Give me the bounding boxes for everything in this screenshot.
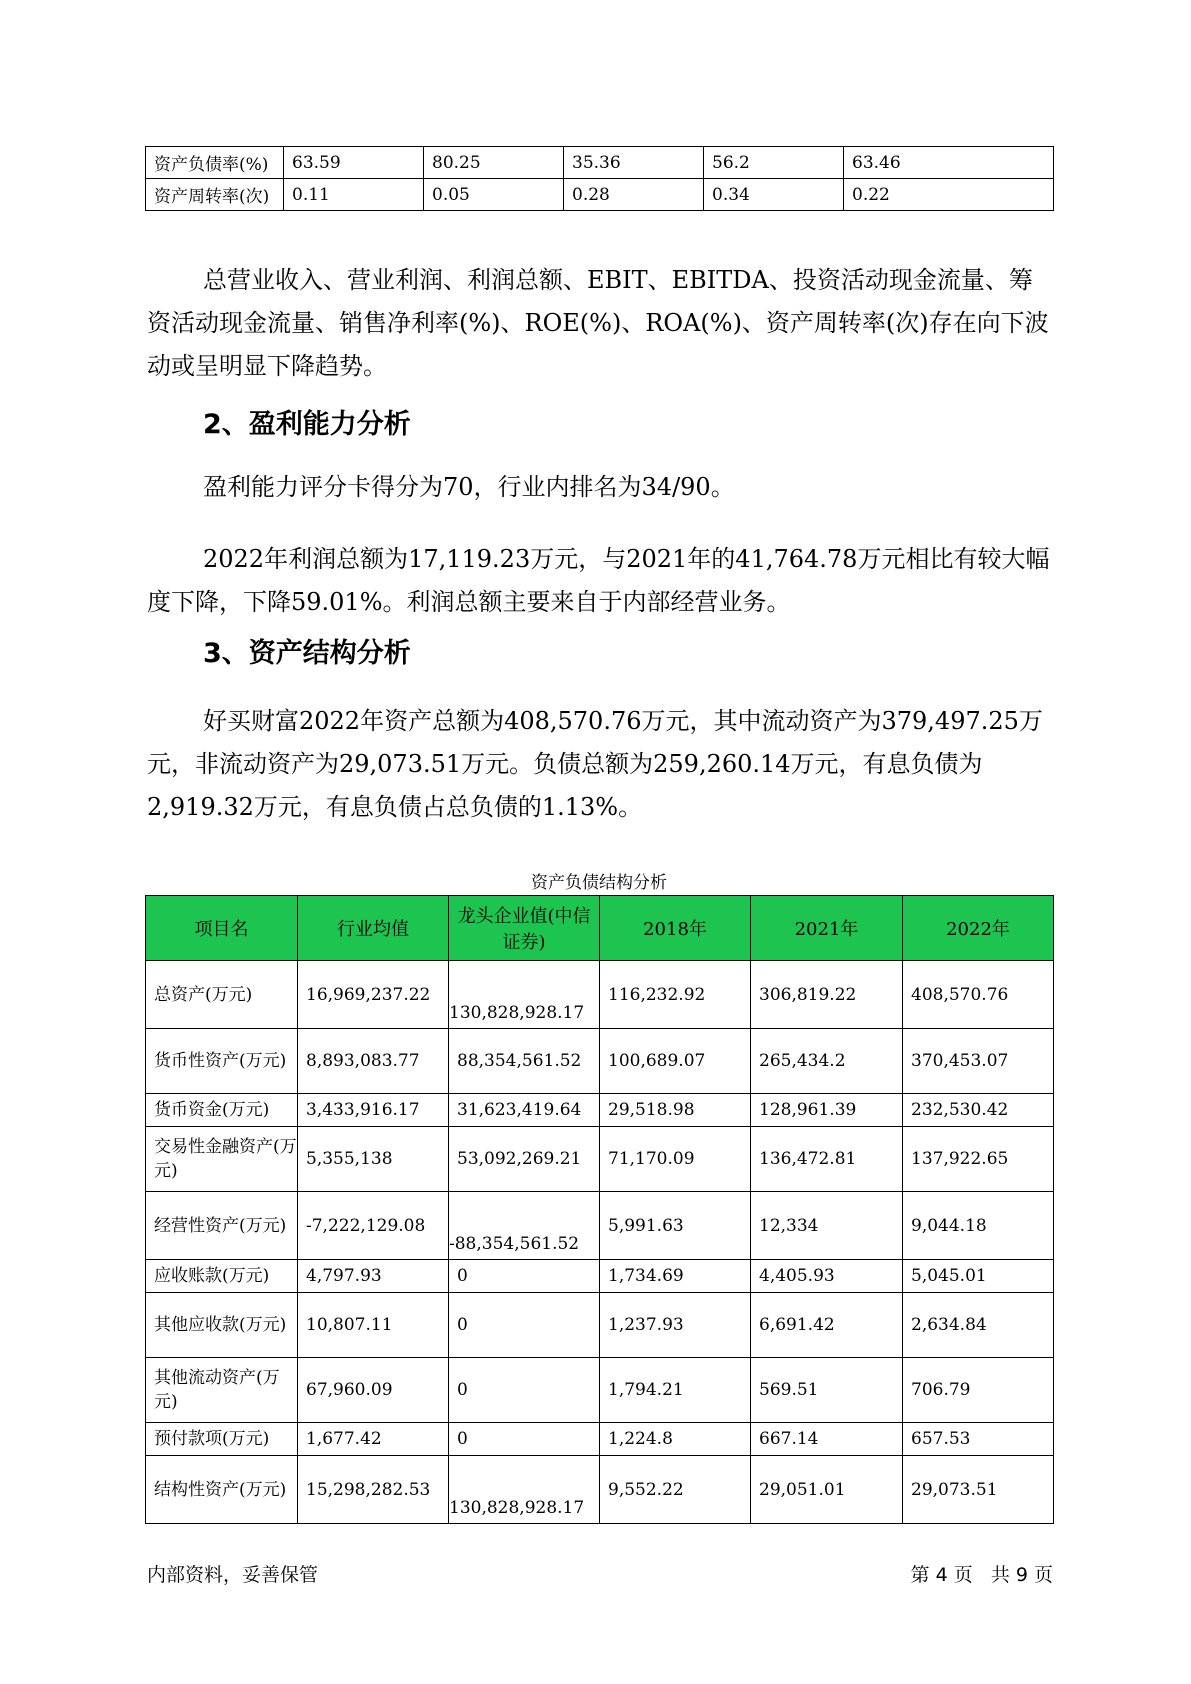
table-cell: 1,677.42: [298, 1423, 449, 1456]
table-cell: 8,893,083.77: [298, 1029, 449, 1094]
row-label: 资产负债率(%): [146, 147, 284, 179]
table-cell: 5,045.01: [903, 1260, 1054, 1293]
table-row: [146, 1293, 1054, 1358]
footer-confidential: 内部资料，妥善保管: [147, 1564, 319, 1586]
table-cell: 136,472.81: [751, 1127, 903, 1192]
column-header: 项目名: [146, 896, 298, 961]
table-cell: 4,797.93: [298, 1260, 449, 1293]
table-cell: 0.22: [844, 179, 1054, 211]
table-cell: 63.46: [844, 147, 1054, 179]
trend-paragraph: 总营业收入、营业利润、利润总额、EBIT、EBITDA、投资活动现金流量、筹资活动现金流量、销售净利率(%)、ROE(%)、ROA(%)、资产周转率(次)存在向下波动或呈明显下降趋势。: [147, 266, 1049, 380]
column-header: 2021年: [751, 896, 903, 961]
table-row: [146, 1127, 1054, 1192]
table-cell: 35.36: [564, 147, 704, 179]
table-cell: 16,969,237.22: [298, 961, 449, 1029]
table-cell: 1,237.93: [600, 1293, 751, 1358]
table-cell: 2,634.84: [903, 1293, 1054, 1358]
table-cell: 137,922.65: [903, 1127, 1054, 1192]
row-label: 货币性资产(万元): [146, 1029, 298, 1094]
table-cell: -7,222,129.08: [298, 1192, 449, 1260]
table-cell: 265,434.2: [751, 1029, 903, 1094]
table-cell: 29,073.51: [903, 1456, 1054, 1524]
table-cell: 232,530.42: [903, 1094, 1054, 1127]
asset-structure-table: [145, 895, 1054, 1524]
row-label: 经营性资产(万元): [146, 1192, 298, 1260]
row-label: 资产周转率(次): [146, 179, 284, 211]
table-row: [146, 1029, 1054, 1094]
table-cell: 9,552.22: [600, 1456, 751, 1524]
table-cell: 0: [449, 1358, 600, 1423]
row-label: 结构性资产(万元): [146, 1456, 298, 1524]
table-cell: 0: [449, 1423, 600, 1456]
table-cell: 12,334: [751, 1192, 903, 1260]
table-cell: 0.28: [564, 179, 704, 211]
table-cell: 71,170.09: [600, 1127, 751, 1192]
table-cell: 0.11: [284, 179, 424, 211]
table-row: [146, 1423, 1054, 1456]
table-row: [146, 1456, 1054, 1524]
table-cell: 370,453.07: [903, 1029, 1054, 1094]
table-cell: 100,689.07: [600, 1029, 751, 1094]
table-cell: 0.34: [704, 179, 844, 211]
table-cell: 56.2: [704, 147, 844, 179]
table-cell: 5,991.63: [600, 1192, 751, 1260]
ratio-table: [145, 146, 1054, 211]
table-cell: 1,734.69: [600, 1260, 751, 1293]
table-cell: 10,807.11: [298, 1293, 449, 1358]
row-label: 预付款项(万元): [146, 1423, 298, 1456]
table-cell: 0: [449, 1260, 600, 1293]
table-cell: 53,092,269.21: [449, 1127, 600, 1192]
table-cell: 1,224.8: [600, 1423, 751, 1456]
table-cell: 116,232.92: [600, 961, 751, 1029]
column-header: 2022年: [903, 896, 1054, 961]
profit-paragraph: 2022年利润总额为17,119.23万元，与2021年的41,764.78万元相比有较大幅度下降，下降59.01%。利润总额主要来自于内部经营业务。: [147, 545, 1050, 616]
table-header-row: [146, 896, 1054, 961]
section-heading-profitability: 2、盈利能力分析: [203, 409, 411, 440]
table-row: [146, 179, 1054, 211]
table-cell: 6,691.42: [751, 1293, 903, 1358]
table-cell: 5,355,138: [298, 1127, 449, 1192]
table-cell: 569.51: [751, 1358, 903, 1423]
table-row: [146, 1260, 1054, 1293]
column-header: 行业均值: [298, 896, 449, 961]
table-cell: 130,828,928.17: [449, 961, 600, 1029]
table-cell: 4,405.93: [751, 1260, 903, 1293]
table-cell: 63.59: [284, 147, 424, 179]
table-cell: 29,051.01: [751, 1456, 903, 1524]
table-cell: 80.25: [424, 147, 564, 179]
table-row: [146, 1094, 1054, 1127]
table-cell: 1,794.21: [600, 1358, 751, 1423]
row-label: 其他应收款(万元): [146, 1293, 298, 1358]
table-cell: -88,354,561.52: [449, 1192, 600, 1260]
table-cell: 0.05: [424, 179, 564, 211]
table-cell: 408,570.76: [903, 961, 1054, 1029]
table-cell: 15,298,282.53: [298, 1456, 449, 1524]
column-header: 2018年: [600, 896, 751, 961]
row-label: 应收账款(万元): [146, 1260, 298, 1293]
row-label: 总资产(万元): [146, 961, 298, 1029]
table-cell: 3,433,916.17: [298, 1094, 449, 1127]
table-cell: 667.14: [751, 1423, 903, 1456]
table-cell: 9,044.18: [903, 1192, 1054, 1260]
table-row: [146, 1358, 1054, 1423]
table-row: [146, 961, 1054, 1029]
column-header: 龙头企业值(中信证券): [449, 896, 600, 961]
row-label: 其他流动资产(万元): [146, 1358, 298, 1423]
table-cell: 31,623,419.64: [449, 1094, 600, 1127]
table-row: [146, 1192, 1054, 1260]
table-cell: 67,960.09: [298, 1358, 449, 1423]
table-cell: 128,961.39: [751, 1094, 903, 1127]
table-row: [146, 147, 1054, 179]
footer-page-number: 第 4 页 共 9 页: [910, 1564, 1053, 1586]
table-cell: 706.79: [903, 1358, 1054, 1423]
table-cell: 0: [449, 1293, 600, 1358]
row-label: 货币资金(万元): [146, 1094, 298, 1127]
table-cell: 130,828,928.17: [449, 1456, 600, 1524]
score-paragraph: 盈利能力评分卡得分为70，行业内排名为34/90。: [203, 473, 735, 501]
table-cell: 29,518.98: [600, 1094, 751, 1127]
table-cell: 306,819.22: [751, 961, 903, 1029]
section-heading-asset-structure: 3、资产结构分析: [203, 638, 411, 669]
table-caption: 资产负债结构分析: [531, 873, 667, 893]
table-cell: 657.53: [903, 1423, 1054, 1456]
assets-paragraph: 好买财富2022年资产总额为408,570.76万元，其中流动资产为379,497.25万元，非流动资产为29,073.51万元。负债总额为259,260.14万元，有息负债为2,919.32万元，有息负债占总负债的1.13%。: [147, 707, 1043, 821]
row-label: 交易性金融资产(万元): [146, 1127, 298, 1192]
table-cell: 88,354,561.52: [449, 1029, 600, 1094]
